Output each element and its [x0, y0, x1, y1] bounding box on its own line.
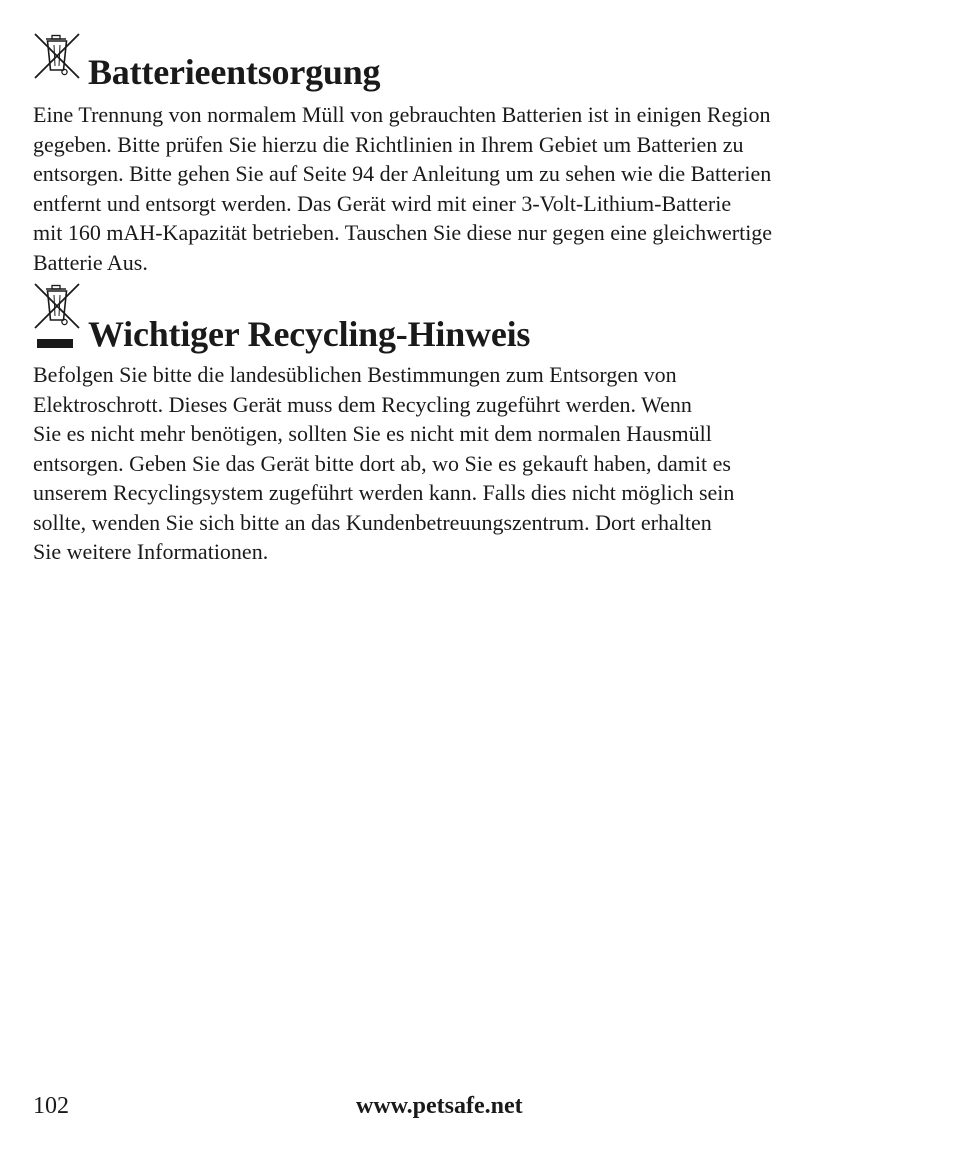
body-line: Sie weitere Informationen.	[33, 539, 269, 564]
body-line: entsorgen. Bitte gehen Sie auf Seite 94 der Anleitung um zu sehen wie die Batterien	[33, 161, 772, 186]
body-line: entsorgen. Geben Sie das Gerät bitte dort ab, wo Sie es gekauft haben, damit es	[33, 450, 731, 476]
battery-disposal-heading-row	[33, 32, 923, 100]
recycling-notice-title: Wichtiger Recycling-Hinweis	[88, 314, 531, 354]
crossed-bin-icon	[33, 32, 81, 80]
page-footer	[33, 1090, 923, 1124]
body-line: gegeben. Bitte prüfen Sie hierzu die Richtlinien in Ihrem Gebiet um Batterien zu	[33, 131, 744, 157]
body-line: unserem Recyclingsystem zugeführt werden kann. Falls dies nicht möglich sein	[33, 480, 735, 505]
recycling-notice-section	[33, 282, 923, 567]
battery-disposal-title: Batterieentsorgung	[88, 52, 381, 92]
recycling-notice-body	[33, 360, 923, 567]
body-line: sollte, wenden Sie sich bitte an das Kundenbetreuungszentrum. Dort erhalten	[33, 509, 712, 535]
crossed-bin-with-bar-icon	[33, 282, 81, 352]
body-line: Elektroschrott. Dieses Gerät muss dem Recycling zugeführt werden. Wenn	[33, 391, 692, 417]
body-line: Sie es nicht mehr benötigen, sollten Sie es nicht mit dem normalen Hausmüll	[33, 421, 712, 446]
body-line: Befolgen Sie bitte die landesüblichen Bestimmungen zum Entsorgen von	[33, 362, 677, 387]
battery-disposal-body	[33, 100, 923, 277]
recycling-notice-heading-row	[33, 282, 923, 360]
body-line: Eine Trennung von normalem Müll von gebrauchten Batterien ist in einigen Region	[33, 102, 771, 127]
body-line: entfernt und entsorgt werden. Das Gerät wird mit einer 3-Volt-Lithium-Batterie	[33, 190, 732, 216]
body-line: mit 160 mAH-Kapazität betrieben. Tauschen Sie diese nur gegen eine gleichwertige	[33, 220, 773, 245]
body-line: Batterie Aus.	[33, 249, 148, 275]
battery-disposal-section	[33, 32, 923, 277]
page-number: 102	[33, 1093, 69, 1119]
website-url: www.petsafe.net	[356, 1093, 523, 1119]
